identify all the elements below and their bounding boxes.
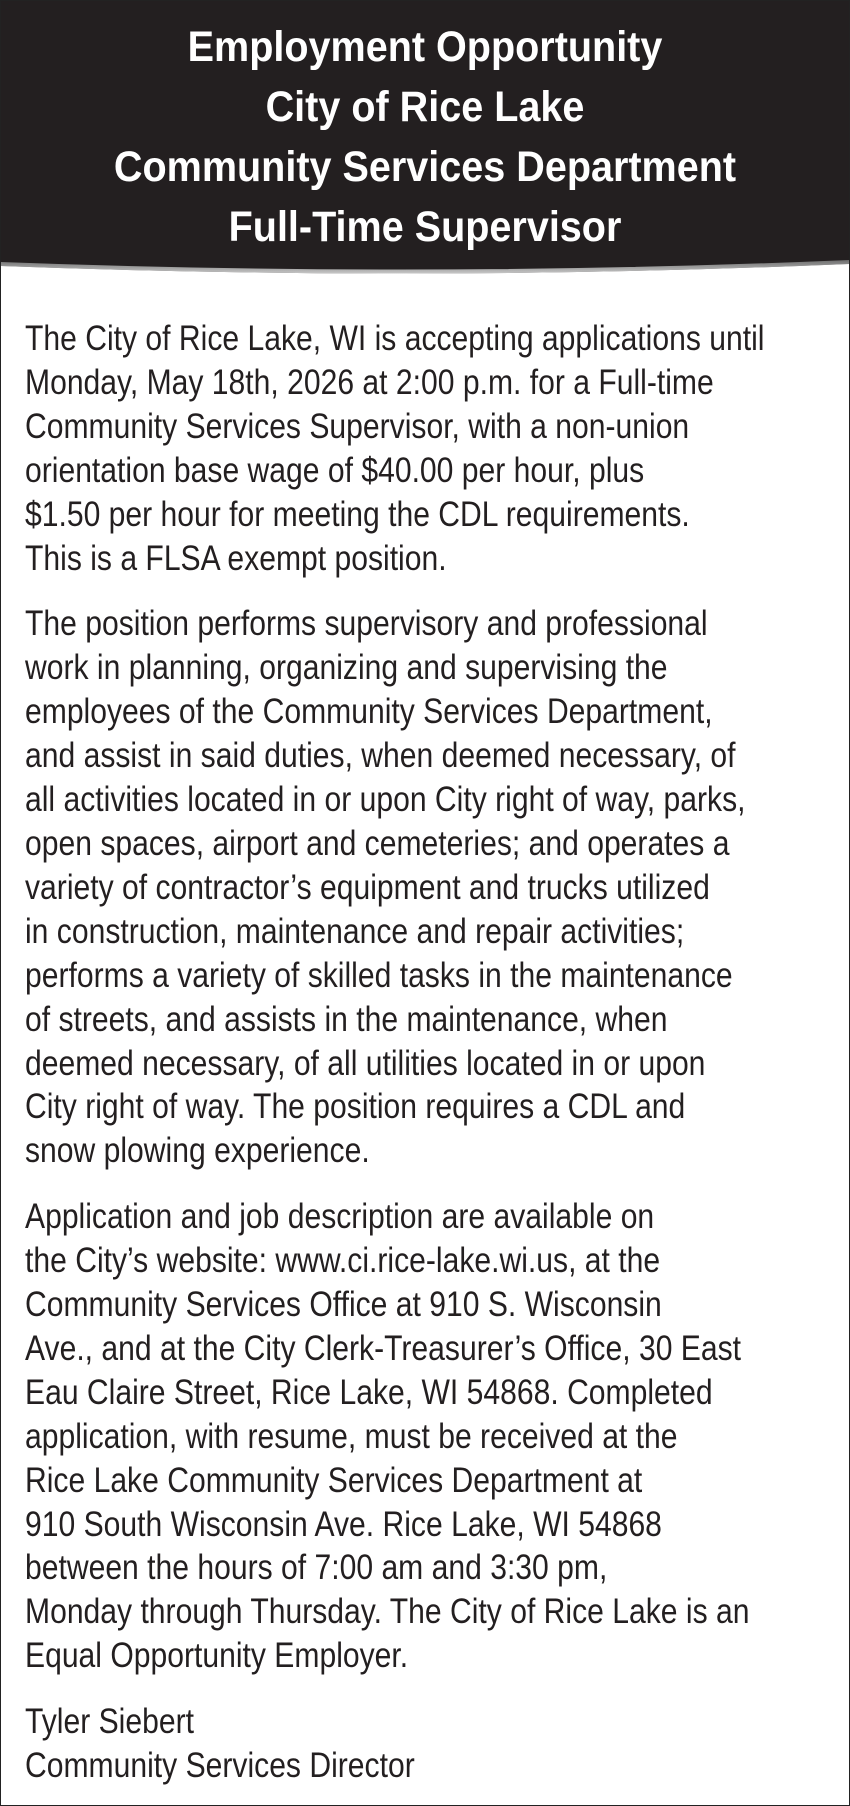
body-line: deemed necessary, of all utilities located in or upon [25, 1043, 706, 1083]
body-line: Monday, May 18th, 2026 at 2:00 p.m. for a Full-time [25, 362, 714, 402]
body-line: application, with resume, must be received at the [25, 1416, 678, 1456]
body-line: employees of the Community Services Department, [25, 692, 713, 732]
ad-header-title [35, 17, 815, 257]
body-line: This is a FLSA exempt position. [25, 538, 447, 578]
body-line: Monday through Thursday. The City of Rice Lake is an [25, 1592, 750, 1632]
body-line: in construction, maintenance and repair activities; [25, 911, 685, 951]
body-line: and assist in said duties, when deemed necessary, of [25, 736, 736, 776]
body-line: orientation base wage of $40.00 per hour, plus [25, 450, 645, 490]
body-line: Application and job description are available on [25, 1197, 655, 1237]
signatory-name: Tyler Siebert [25, 1702, 194, 1742]
signatory-title: Community Services Director [25, 1746, 415, 1786]
body-line: Rice Lake Community Services Department at [25, 1460, 643, 1500]
body-line: Eau Claire Street, Rice Lake, WI 54868. Completed [25, 1372, 713, 1412]
body-line: open spaces, airport and cemeteries; and operates a [25, 823, 730, 863]
header-line-position: Full-Time Supervisor [228, 203, 622, 251]
paragraph-how-to-apply [25, 1195, 782, 1678]
ad-header-banner [1, 1, 849, 286]
header-line-city: City of Rice Lake [265, 83, 585, 131]
body-line: Equal Opportunity Employer. [25, 1636, 409, 1676]
body-line: variety of contractor’s equipment and trucks utilized [25, 867, 710, 907]
body-line: work in planning, organizing and supervising the [25, 648, 668, 688]
body-line: 910 South Wisconsin Ave. Rice Lake, WI 54868 [25, 1504, 662, 1544]
body-line: Community Services Office at 910 S. Wisconsin [25, 1285, 662, 1325]
body-line: City right of way. The position requires a CDL and [25, 1087, 686, 1127]
body-line: between the hours of 7:00 am and 3:30 pm, [25, 1548, 608, 1588]
header-line-department: Community Services Department [113, 143, 737, 191]
header-line-employment: Employment Opportunity [187, 23, 663, 71]
paragraph-position-duties [25, 602, 782, 1173]
body-line: The City of Rice Lake, WI is accepting applications until [25, 319, 765, 358]
body-line: $1.50 per hour for meeting the CDL requirements. [25, 494, 690, 534]
body-line: the City’s website: www.ci.rice-lake.wi.us, at the [25, 1241, 661, 1281]
body-line: Ave., and at the City Clerk-Treasurer’s Office, 30 East [25, 1328, 742, 1368]
paragraph-application-deadline [25, 317, 782, 580]
body-line: all activities located in or upon City right of way, parks, [25, 780, 746, 820]
signature-block [25, 1700, 782, 1788]
ad-body [25, 317, 782, 1788]
body-line: of streets, and assists in the maintenance, when [25, 999, 668, 1039]
body-line: Community Services Supervisor, with a non-union [25, 406, 690, 446]
body-line: performs a variety of skilled tasks in the maintenance [25, 955, 733, 995]
body-line: snow plowing experience. [25, 1131, 370, 1171]
header-curved-edge [1, 256, 849, 296]
body-line: The position performs supervisory and professional [25, 604, 708, 644]
